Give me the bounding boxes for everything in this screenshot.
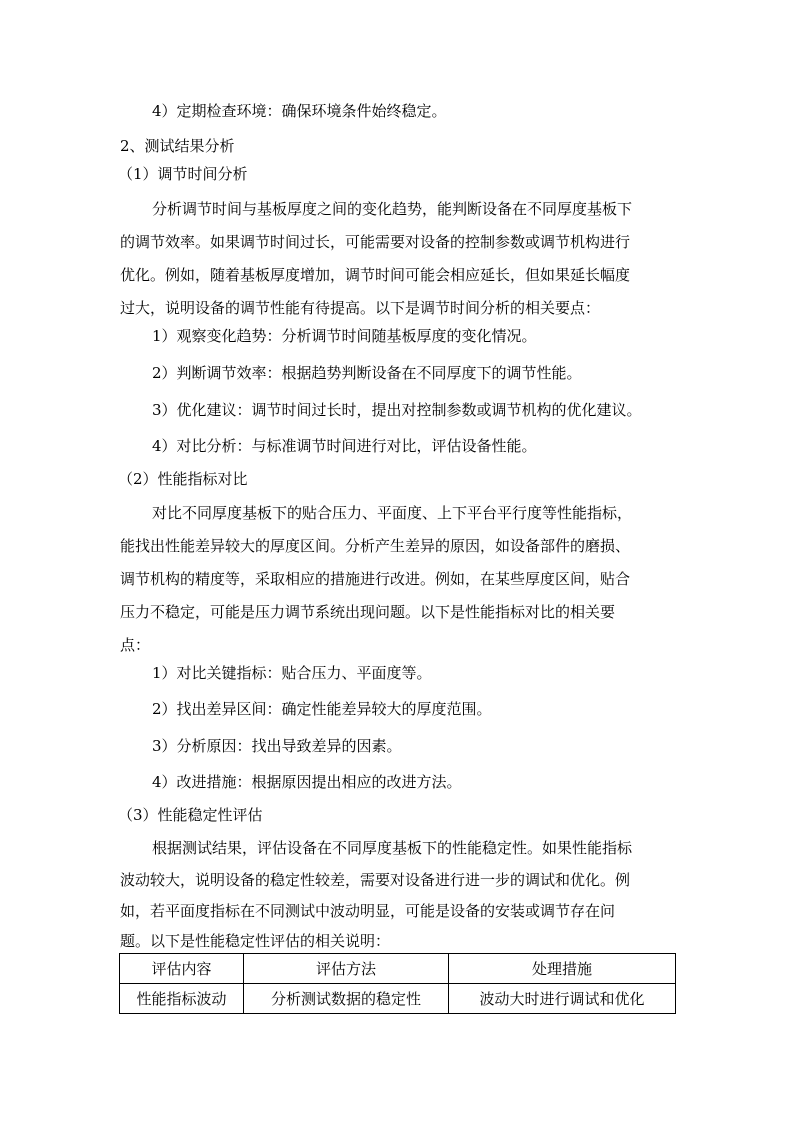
paragraph-line: 分析调节时间与基板厚度之间的变化趋势，能判断设备在不同厚度基板下 <box>152 200 633 218</box>
table-header-row <box>120 954 676 984</box>
section-title: 2、测试结果分析 <box>120 137 235 155</box>
paragraph-line: 波动较大，说明设备的稳定性较差，需要对设备进行进一步的调试和优化。例 <box>120 871 631 889</box>
list-item: 1）观察变化趋势：分析调节时间随基板厚度的变化情况。 <box>152 327 537 345</box>
paragraph-line: 能找出性能差异较大的厚度区间。分析产生差异的原因，如设备部件的磨损、 <box>120 537 631 555</box>
paragraph-line: 调节机构的精度等，采取相应的措施进行改进。例如，在某些厚度区间，贴合 <box>120 570 631 588</box>
table-header-cell: 评估方法 <box>244 954 449 984</box>
list-item: 3）优化建议：调节时间过长时，提出对控制参数或调节机构的优化建议。 <box>152 401 642 419</box>
paragraph-line: 对比不同厚度基板下的贴合压力、平面度、上下平台平行度等性能指标， <box>152 504 633 522</box>
subsection-title: （2）性能指标对比 <box>118 470 248 488</box>
paragraph-line: 根据测试结果，评估设备在不同厚度基板下的性能稳定性。如果性能指标 <box>152 839 633 857</box>
paragraph-line: 点： <box>120 636 151 654</box>
evaluation-table <box>119 953 676 1014</box>
list-item: 1）对比关键指标：贴合压力、平面度等。 <box>152 664 432 682</box>
table-header-cell: 处理措施 <box>449 954 676 984</box>
paragraph-line: 优化。例如，随着基板厚度增加，调节时间可能会相应延长，但如果延长幅度 <box>120 266 631 284</box>
table-cell: 性能指标波动 <box>120 984 244 1014</box>
subsection-title: （3）性能稳定性评估 <box>118 806 263 824</box>
table-cell: 波动大时进行调试和优化 <box>449 984 676 1014</box>
subsection-title: （1）调节时间分析 <box>118 165 248 183</box>
paragraph-line: 过大，说明设备的调节性能有待提高。以下是调节时间分析的相关要点： <box>120 299 601 317</box>
paragraph-line: 压力不稳定，可能是压力调节系统出现问题。以下是性能指标对比的相关要 <box>120 603 616 621</box>
table-row <box>120 984 676 1014</box>
list-item: 2）判断调节效率：根据趋势判断设备在不同厚度下的调节性能。 <box>152 364 582 382</box>
table-cell: 分析测试数据的稳定性 <box>244 984 449 1014</box>
paragraph-line: 的调节效率。如果调节时间过长，可能需要对设备的控制参数或调节机构进行 <box>120 233 631 251</box>
list-item: 3）分析原因：找出导致差异的因素。 <box>152 737 402 755</box>
table-header-cell: 评估内容 <box>120 954 244 984</box>
paragraph-line: 如，若平面度指标在不同测试中波动明显，可能是设备的安装或调节存在问 <box>120 902 616 920</box>
list-item: 4）改进措施：根据原因提出相应的改进方法。 <box>152 773 462 791</box>
list-item: 4）定期检查环境：确保环境条件始终稳定。 <box>152 102 447 120</box>
list-item: 4）对比分析：与标准调节时间进行对比，评估设备性能。 <box>152 437 537 455</box>
list-item: 2）找出差异区间：确定性能差异较大的厚度范围。 <box>152 700 492 718</box>
paragraph-line: 题。以下是性能稳定性评估的相关说明： <box>120 932 391 950</box>
